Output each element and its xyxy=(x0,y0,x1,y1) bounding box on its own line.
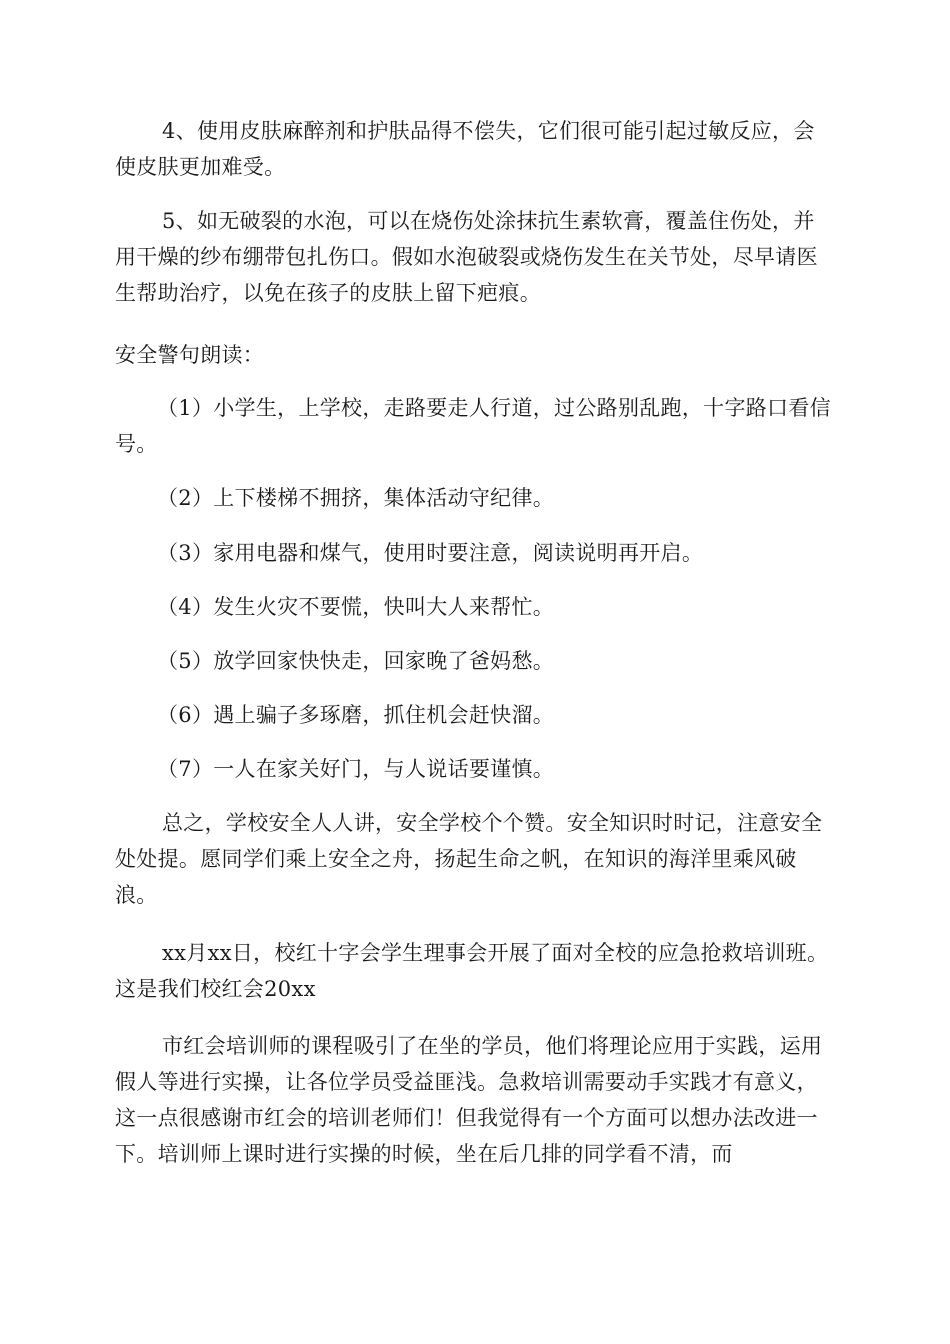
slogan-item-2: （2）上下楼梯不拥挤，集体活动守纪律。 xyxy=(157,486,555,510)
paragraph-item-4: 4、使用皮肤麻醉剂和护肤品得不偿失，它们很可能引起过敏反应，会使皮肤更加难受。 xyxy=(115,119,815,179)
slogan-item-6: （6）遇上骗子多琢磨，抓住机会赶快溜。 xyxy=(157,703,555,727)
slogan-item-3: （3）家用电器和煤气，使用时要注意，阅读说明再开启。 xyxy=(157,541,704,565)
training-intro-paragraph: xx月xx日，校红十字会学生理事会开展了面对全校的应急抢救培训班。这是我们校红会20xx xyxy=(115,941,829,1001)
section-heading: 安全警句朗读： xyxy=(115,343,265,367)
slogan-item-7: （7）一人在家关好门，与人说话要谨慎。 xyxy=(157,757,555,781)
paragraph-item-5: 5、如无破裂的水泡，可以在烧伤处涂抹抗生素软膏，覆盖住伤处，并用干燥的纱布绷带包扎伤口。假如水泡破裂或烧伤发生在关节处，尽早请医生帮助治疗，以免在孩子的皮肤上留下疤痕。 xyxy=(115,209,818,305)
conclusion-paragraph: 总之，学校安全人人讲，安全学校个个赞。安全知识时时记，注意安全处处提。愿同学们乘上安全之舟，扬起生命之帆，在知识的海洋里乘风破浪。 xyxy=(115,811,823,907)
slogan-item-4: （4）发生火灾不要慌，快叫大人来帮忙。 xyxy=(157,595,555,619)
training-body-paragraph: 市红会培训师的课程吸引了在坐的学员，他们将理论应用于实践，运用假人等进行实操，让各位学员受益匪浅。急救培训需要动手实践才有意义，这一点很感谢市红会的培训老师们！但我觉得有一个方面可以想办法改进一下。培训师上课时进行实操的时候，坐在后几排的同学看不清，而 xyxy=(115,1034,823,1166)
slogan-item-1: （1）小学生，上学校，走路要走人行道，过公路别乱跑，十字路口看信号。 xyxy=(115,396,831,456)
slogan-item-5: （5）放学回家快快走，回家晚了爸妈愁。 xyxy=(157,649,555,673)
